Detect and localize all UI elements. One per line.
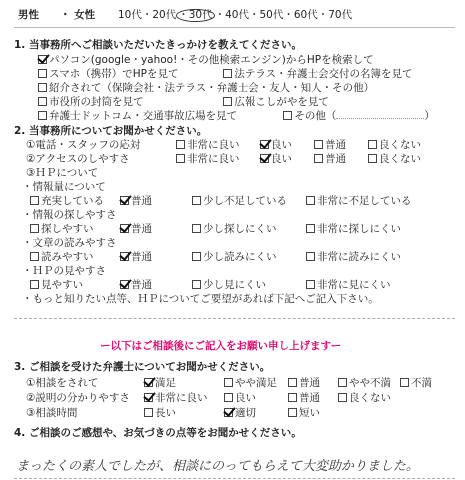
divider	[14, 27, 455, 28]
rating-label: ③相談時間	[26, 407, 78, 419]
rating-option[interactable]	[368, 138, 428, 152]
q4-title: 4. ご相談のご感想や、お気づきの点等をお聞かせください。	[14, 427, 302, 439]
rating-option[interactable]	[192, 194, 300, 208]
q1-row	[38, 109, 441, 123]
rating-option[interactable]	[306, 250, 426, 264]
option-label: 良くない	[379, 153, 421, 165]
checkbox[interactable]	[38, 97, 47, 106]
rating-option[interactable]	[120, 222, 186, 236]
option-label: 普通	[325, 153, 346, 165]
option-label: 少し見にくい	[203, 279, 266, 291]
hp-item-options	[30, 222, 432, 236]
q1-row	[38, 95, 335, 109]
rating-option[interactable]	[306, 222, 426, 236]
hp-item-options	[30, 278, 432, 292]
option-label: 良い	[235, 392, 256, 404]
checkbox[interactable]	[144, 378, 153, 387]
option-label: 普通	[131, 195, 152, 207]
option-label: やや満足	[235, 377, 277, 389]
option-label: 読みやすい	[41, 251, 94, 263]
checkbox[interactable]	[306, 280, 315, 289]
checkbox[interactable]	[120, 252, 129, 261]
option-label: 適切	[235, 407, 256, 419]
option-label: 良い	[271, 153, 292, 165]
rating-option[interactable]	[192, 222, 300, 236]
checkbox[interactable]	[338, 378, 347, 387]
checkbox[interactable]	[30, 252, 39, 261]
option-label: 普通	[325, 139, 346, 151]
q1-option[interactable]	[38, 81, 374, 95]
checkbox[interactable]	[144, 408, 153, 417]
rating-row	[26, 391, 400, 405]
rating-label: ①相談をされて	[26, 377, 99, 389]
rating-option[interactable]	[288, 391, 332, 405]
checkbox[interactable]	[338, 393, 347, 402]
q1-row	[38, 67, 419, 81]
checkbox[interactable]	[283, 111, 292, 120]
checkbox[interactable]	[30, 224, 39, 233]
gender-female[interactable]: ・ 女性	[60, 9, 96, 21]
hp-item-heading: ・情報の探しやすさ	[22, 209, 117, 221]
rating-option[interactable]	[338, 376, 394, 390]
checkbox[interactable]	[306, 252, 315, 261]
checkbox[interactable]	[30, 196, 39, 205]
checkbox[interactable]	[224, 393, 233, 402]
q1-option[interactable]	[38, 53, 374, 67]
rating-option[interactable]	[260, 152, 308, 166]
rating-option[interactable]	[400, 376, 440, 390]
checkbox[interactable]	[176, 140, 185, 149]
rating-option[interactable]	[368, 152, 428, 166]
rating-label: ②アクセスのしやすさ	[26, 153, 130, 165]
option-label: スマホ（携帯）でHPを見て	[49, 68, 179, 80]
checkbox[interactable]	[224, 408, 233, 417]
age-options	[118, 8, 352, 22]
age-40s[interactable]: ・40代	[214, 9, 249, 21]
rating-option[interactable]	[30, 222, 114, 236]
option-label: パソコン(google・yahoo!・その他検索エンジン)からHPを検索して	[49, 54, 374, 66]
option-label: その他（	[294, 110, 337, 122]
rating-option[interactable]	[192, 278, 300, 292]
checkbox[interactable]	[260, 154, 269, 163]
age-10s[interactable]: 10代	[118, 9, 142, 21]
option-label: 良い	[271, 139, 292, 151]
checkbox[interactable]	[314, 154, 323, 163]
q3-title: 3. ご相談を受けた弁護士についてお聞かせください。	[14, 361, 271, 373]
rating-label: ①電話・スタッフの応対	[26, 139, 141, 151]
option-label: 長い	[155, 407, 176, 419]
hp-request-note: ・もっと知りたい点等、ＨＰについてご要望があれば下記へご記入下さい。	[22, 293, 379, 305]
option-label: 非常に読みにくい	[317, 251, 401, 263]
option-label: 市役所の封筒を見て	[49, 96, 144, 108]
option-label: 満足	[155, 377, 176, 389]
rating-option[interactable]	[176, 152, 254, 166]
rating-option[interactable]	[192, 250, 300, 264]
q1-option-other[interactable]	[283, 109, 435, 123]
rating-option[interactable]	[314, 152, 362, 166]
age-50s[interactable]: ・50代	[249, 9, 284, 21]
q1-row	[38, 53, 380, 67]
rating-option[interactable]	[224, 406, 282, 420]
option-label: 広報こしがやを見て	[234, 96, 329, 108]
hp-item-options	[30, 194, 432, 208]
rating-option[interactable]	[338, 391, 394, 405]
gender-male-label: 男性	[18, 9, 39, 21]
option-label: 弁護士ドットコム・交通事故広場を見て	[49, 110, 238, 122]
rating-option[interactable]	[224, 376, 282, 390]
gender-male[interactable]	[18, 8, 39, 22]
write-line[interactable]	[14, 318, 455, 319]
checkbox[interactable]	[368, 140, 377, 149]
checkbox[interactable]	[30, 280, 39, 289]
checkbox[interactable]	[306, 224, 315, 233]
option-label: 非常に良い	[187, 139, 240, 151]
checkbox[interactable]	[192, 196, 201, 205]
rating-row	[26, 376, 446, 390]
option-label: 普通	[131, 223, 152, 235]
checkbox[interactable]	[38, 69, 47, 78]
q1-row	[38, 81, 380, 95]
hp-item-heading: ・ＨＰの見やすさ	[22, 265, 106, 277]
rating-row	[26, 152, 434, 166]
rating-option[interactable]	[144, 391, 218, 405]
rating-option[interactable]	[120, 278, 186, 292]
q1-option[interactable]	[223, 67, 412, 81]
option-label: 法テラス・弁護士会交付の名簿を見て	[234, 68, 413, 80]
rating-option[interactable]	[120, 250, 186, 264]
option-label: 非常に不足している	[317, 195, 412, 207]
checkbox[interactable]	[120, 196, 129, 205]
checkbox[interactable]	[288, 378, 297, 387]
option-label: 不満	[411, 377, 432, 389]
checkbox[interactable]	[192, 252, 201, 261]
age-70s[interactable]: ・70代	[317, 9, 353, 21]
checkbox[interactable]	[120, 224, 129, 233]
option-label: 少し読みにくい	[203, 251, 277, 263]
checkbox[interactable]	[400, 378, 409, 387]
age-60s[interactable]: ・60代	[283, 9, 318, 21]
rating-option[interactable]	[30, 278, 114, 292]
checkbox[interactable]	[306, 196, 315, 205]
option-label: 良くない	[349, 392, 391, 404]
option-label: 非常に見にくい	[317, 279, 391, 291]
age-20s[interactable]: ・20代	[141, 9, 177, 21]
option-label: 非常に探しにくい	[317, 223, 401, 235]
rating-option[interactable]	[314, 138, 362, 152]
age-30s[interactable]: ・30代	[178, 9, 213, 21]
checkbox[interactable]	[192, 280, 201, 289]
rating-option[interactable]	[144, 376, 218, 390]
option-label: 普通	[131, 251, 152, 263]
rating-option[interactable]	[176, 138, 254, 152]
hp-item-options	[30, 250, 432, 264]
option-label: やや不満	[349, 377, 391, 389]
checkbox[interactable]	[260, 140, 269, 149]
rating-option[interactable]	[306, 278, 426, 292]
checkbox[interactable]	[38, 55, 47, 64]
checkbox[interactable]	[224, 378, 233, 387]
handwritten-comment: まったくの素人でしたが、相談にのってもらえて大変助かりました。	[16, 459, 419, 474]
rating-option[interactable]	[306, 194, 426, 208]
rating-option[interactable]	[30, 250, 114, 264]
rating-label: ②説明の分かりやすさ	[26, 392, 130, 404]
option-label: 紹介されて（保険会社・法テラス・弁護士会・友人・知人・その他）	[49, 82, 375, 94]
q1-title: 1. 当事務所へご相談いただいたきっかけを教えてください。	[14, 39, 302, 51]
option-label: 普通	[299, 377, 320, 389]
rating-option[interactable]	[288, 376, 332, 390]
checkbox[interactable]	[288, 393, 297, 402]
option-label: 非常に良い	[155, 392, 208, 404]
checkbox[interactable]	[192, 224, 201, 233]
q2-title: 2. 当事務所についてお聞かせください。	[14, 125, 208, 137]
checkbox[interactable]	[38, 83, 47, 92]
checkbox[interactable]	[223, 97, 232, 106]
option-label: 普通	[299, 392, 320, 404]
option-label: 非常に良い	[187, 153, 240, 165]
q1-option[interactable]	[38, 95, 214, 109]
paren-close: ）	[424, 110, 435, 122]
checkbox[interactable]	[176, 154, 185, 163]
checkbox[interactable]	[288, 408, 297, 417]
option-label: 探しやすい	[41, 223, 94, 235]
checkbox[interactable]	[38, 111, 47, 120]
option-label: 少し探しにくい	[203, 223, 277, 235]
option-label: 少し不足している	[203, 195, 287, 207]
checkbox[interactable]	[120, 280, 129, 289]
write-line[interactable]	[14, 478, 455, 479]
post-consult-banner: ー以下はご相談後にご記入をお願い申し上げますー	[100, 340, 342, 352]
rating-option[interactable]	[288, 406, 332, 420]
rating-option[interactable]	[144, 406, 218, 420]
rating-row	[26, 406, 338, 420]
checkbox[interactable]	[314, 140, 323, 149]
q1-option[interactable]	[38, 67, 214, 81]
other-input[interactable]	[336, 118, 424, 119]
option-label: 充実している	[41, 195, 104, 207]
hp-item-heading: ・情報量について	[22, 181, 106, 193]
q1-option[interactable]	[223, 95, 329, 109]
option-label: 見やすい	[41, 279, 83, 291]
rating-option[interactable]	[30, 194, 114, 208]
checkbox[interactable]	[223, 69, 232, 78]
hp-item-heading: ・文章の読みやすさ	[22, 237, 117, 249]
rating-option[interactable]	[120, 194, 186, 208]
rating-row	[26, 138, 434, 152]
rating-option[interactable]	[224, 391, 282, 405]
checkbox[interactable]	[368, 154, 377, 163]
checkbox[interactable]	[144, 393, 153, 402]
q1-option[interactable]	[38, 109, 274, 123]
option-label: 良くない	[379, 139, 421, 151]
option-label: 普通	[131, 279, 152, 291]
hp-title: ③ＨＰについて	[26, 167, 99, 179]
option-label: 短い	[299, 407, 320, 419]
